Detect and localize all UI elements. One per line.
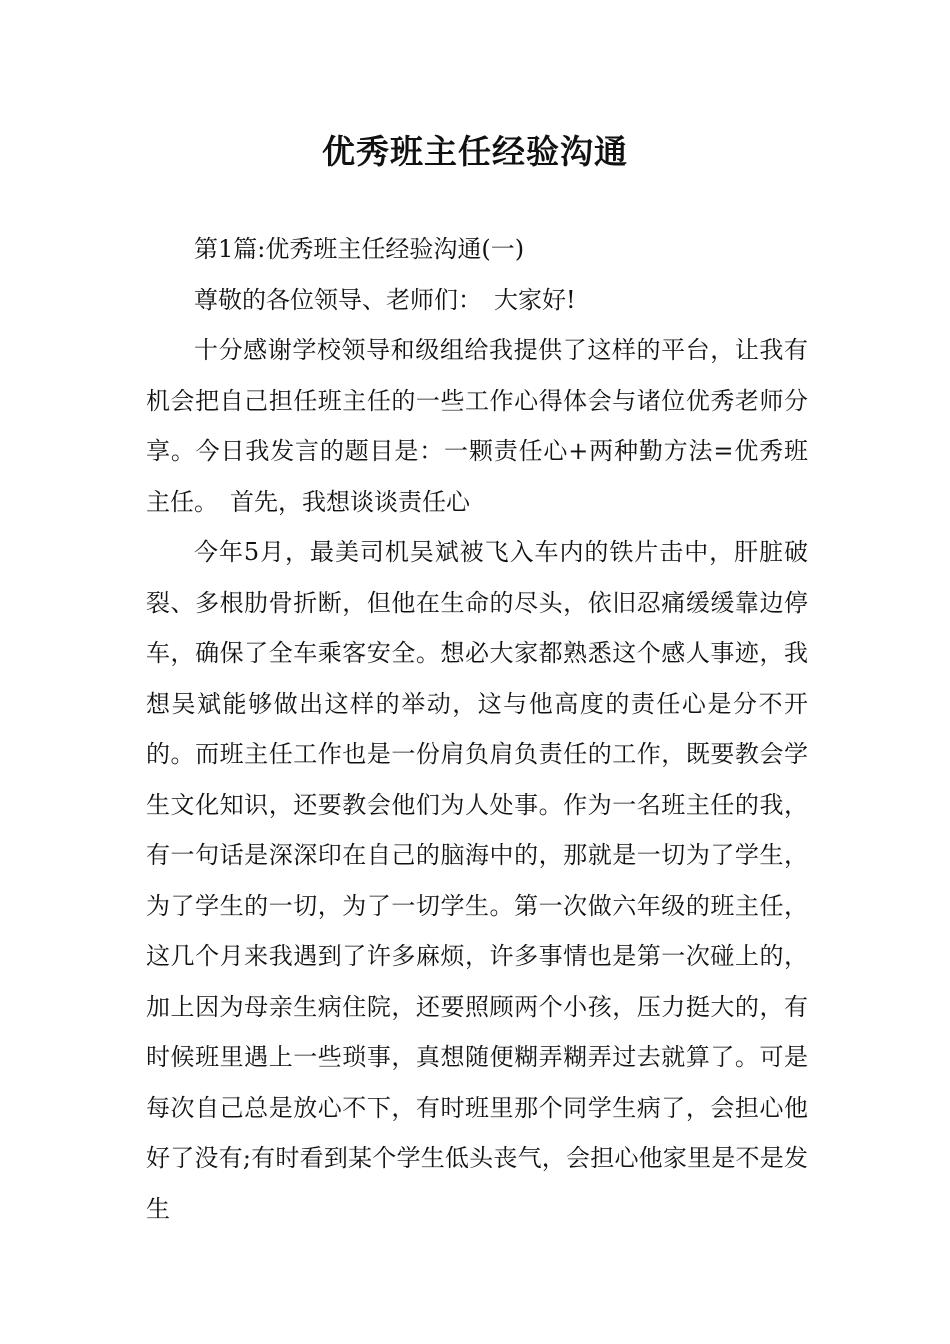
- document-body: [146, 224, 808, 1234]
- document-title: 优秀班主任经验沟通: [322, 132, 628, 171]
- greeting-paragraph: 尊敬的各位领导、老师们： 大家好!: [194, 285, 576, 314]
- story-paragraph: 今年5月，最美司机吴斌被飞入车内的铁片击中，肝脏破裂、多根肋骨折断，但他在生命的尽头，依旧忍痛缓缓靠边停车，确保了全车乘客安全。想必大家都熟悉这个感人事迹，我想吴斌能够做出这样的举动，这与他高度的责任心是分不开的。而班主任工作也是一份肩负肩负责任的工作，既要教会学生文化知识，还要教会他们为人处事。作为一名班主任的我，有一句话是深深印在自己的脑海中的，那就是一切为了学生，为了学生的一切，为了一切学生。第一次做六年级的班主任，这几个月来我遇到了许多麻烦，许多事情也是第一次碰上的，加上因为母亲生病住院，还要照顾两个小孩，压力挺大的，有时候班里遇上一些琐事，真想随便糊弄糊弄过去就算了。可是每次自己总是放心不下，有时班里那个同学生病了，会担心他好了没有;有时看到某个学生低头丧气，会担心他家里是不是发生: [146, 538, 808, 1223]
- intro-paragraph: 十分感谢学校领导和级组给我提供了这样的平台，让我有机会把自己担任班主任的一些工作心得体会与诸位优秀老师分享。今日我发言的题目是：一颗责任心+两种勤方法=优秀班主任。 首先，我想谈谈责任心: [146, 336, 808, 516]
- section-heading: 第1篇:优秀班主任经验沟通(一): [194, 235, 525, 263]
